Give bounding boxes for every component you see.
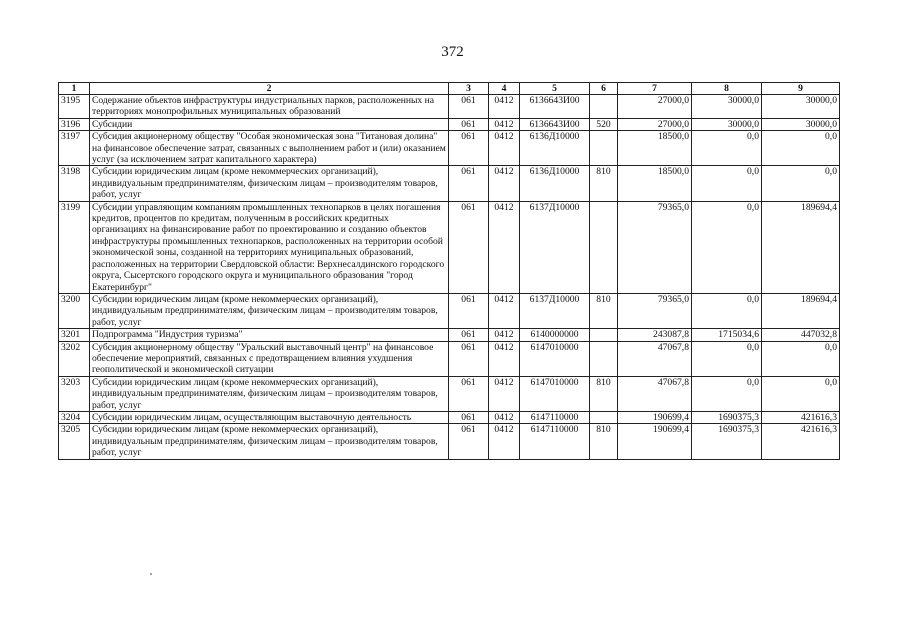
row-code-5: 6136Д10000 [520, 131, 590, 166]
row-number: 3196 [59, 118, 90, 130]
table-row [59, 424, 840, 459]
header-cell: 3 [449, 83, 489, 95]
row-value-7: 18500,0 [618, 131, 692, 166]
row-name: Субсидии юридическим лицам (кроме некоммерческих организаций), индивидуальным предпринимателям, физическим лицам – производителям товаров, работ, услуг [90, 376, 449, 411]
row-code-5: 6147110000 [520, 411, 590, 423]
table-body [59, 95, 840, 460]
row-value-9: 447032,8 [762, 329, 840, 341]
row-value-7: 79365,0 [618, 201, 692, 293]
scan-speck [150, 573, 152, 575]
row-name: Субсидии [90, 118, 449, 130]
row-value-8: 0,0 [692, 341, 762, 376]
row-value-8: 1690375,3 [692, 424, 762, 459]
header-cell: 6 [590, 83, 618, 95]
row-value-9: 0,0 [762, 131, 840, 166]
row-value-7: 243087,8 [618, 329, 692, 341]
row-value-9: 421616,3 [762, 411, 840, 423]
row-code-6: 810 [590, 376, 618, 411]
row-value-7: 79365,0 [618, 293, 692, 328]
row-value-9: 0,0 [762, 376, 840, 411]
row-code-6: 810 [590, 424, 618, 459]
row-value-8: 30000,0 [692, 95, 762, 119]
row-value-9: 0,0 [762, 166, 840, 201]
row-code-6 [590, 95, 618, 119]
row-value-9: 30000,0 [762, 118, 840, 130]
table-row [59, 376, 840, 411]
row-code-6 [590, 411, 618, 423]
header-row [59, 83, 840, 95]
row-number: 3203 [59, 376, 90, 411]
table-row [59, 166, 840, 201]
row-code-3: 061 [449, 95, 489, 119]
header-cell: 8 [692, 83, 762, 95]
table-row [59, 411, 840, 423]
row-code-5: 6147010000 [520, 376, 590, 411]
row-code-4: 0412 [489, 131, 520, 166]
header-cell: 9 [762, 83, 840, 95]
row-code-6 [590, 329, 618, 341]
row-code-4: 0412 [489, 118, 520, 130]
row-code-4: 0412 [489, 424, 520, 459]
row-code-6: 810 [590, 166, 618, 201]
row-name: Субсидии юридическим лицам (кроме некоммерческих организаций), индивидуальным предпринимателям, физическим лицам – производителям товаров, работ, услуг [90, 166, 449, 201]
row-value-9: 189694,4 [762, 201, 840, 293]
table-row [59, 95, 840, 119]
row-code-3: 061 [449, 131, 489, 166]
row-value-7: 27000,0 [618, 118, 692, 130]
row-value-9: 0,0 [762, 341, 840, 376]
row-value-7: 190699,4 [618, 424, 692, 459]
row-name: Субсидия акционерному обществу "Уральский выставочный центр" на финансовое обеспечение мероприятий, связанных с предотвращением влияния ухудшения геополитической и экономической ситуации [90, 341, 449, 376]
row-number: 3200 [59, 293, 90, 328]
row-code-5: 6136643И00 [520, 95, 590, 119]
row-code-4: 0412 [489, 341, 520, 376]
row-name: Субсидии юридическим лицам (кроме некоммерческих организаций), индивидуальным предпринимателям, физическим лицам – производителям товаров, работ, услуг [90, 293, 449, 328]
row-name: Субсидия акционерному обществу "Особая экономическая зона "Титановая долина" на финансовое обеспечение затрат, связанных с выполнением работ и (или) оказанием услуг (за исключением затрат капитального характера) [90, 131, 449, 166]
table-row [59, 118, 840, 130]
row-name: Субсидии юридическим лицам, осуществляющим выставочную деятельность [90, 411, 449, 423]
row-code-3: 061 [449, 411, 489, 423]
header-cell: 4 [489, 83, 520, 95]
row-code-6: 520 [590, 118, 618, 130]
row-value-7: 27000,0 [618, 95, 692, 119]
table-row [59, 131, 840, 166]
table-row [59, 201, 840, 293]
row-code-6 [590, 201, 618, 293]
row-code-3: 061 [449, 201, 489, 293]
row-code-3: 061 [449, 293, 489, 328]
row-code-3: 061 [449, 118, 489, 130]
row-code-3: 061 [449, 341, 489, 376]
row-value-8: 30000,0 [692, 118, 762, 130]
row-code-5: 6137Д10000 [520, 293, 590, 328]
table-row [59, 293, 840, 328]
budget-table [58, 82, 840, 460]
row-code-5: 6136643И00 [520, 118, 590, 130]
row-code-3: 061 [449, 166, 489, 201]
page-number: 372 [441, 44, 464, 60]
row-code-3: 061 [449, 329, 489, 341]
row-number: 3204 [59, 411, 90, 423]
row-value-8: 1715034,6 [692, 329, 762, 341]
table-row [59, 341, 840, 376]
row-value-8: 0,0 [692, 166, 762, 201]
row-code-3: 061 [449, 376, 489, 411]
row-code-6: 810 [590, 293, 618, 328]
row-number: 3201 [59, 329, 90, 341]
row-code-6 [590, 131, 618, 166]
row-number: 3198 [59, 166, 90, 201]
row-value-9: 30000,0 [762, 95, 840, 119]
row-number: 3195 [59, 95, 90, 119]
row-code-5: 6147110000 [520, 424, 590, 459]
row-number: 3205 [59, 424, 90, 459]
row-code-4: 0412 [489, 411, 520, 423]
row-value-7: 47067,8 [618, 341, 692, 376]
header-cell: 7 [618, 83, 692, 95]
row-number: 3202 [59, 341, 90, 376]
row-value-8: 1690375,3 [692, 411, 762, 423]
row-number: 3199 [59, 201, 90, 293]
row-value-9: 421616,3 [762, 424, 840, 459]
row-value-9: 189694,4 [762, 293, 840, 328]
row-value-7: 18500,0 [618, 166, 692, 201]
row-name: Подпрограмма "Индустрия туризма" [90, 329, 449, 341]
row-code-3: 061 [449, 424, 489, 459]
row-code-5: 6140000000 [520, 329, 590, 341]
row-code-4: 0412 [489, 376, 520, 411]
row-value-8: 0,0 [692, 293, 762, 328]
row-code-5: 6137Д10000 [520, 201, 590, 293]
row-number: 3197 [59, 131, 90, 166]
row-value-8: 0,0 [692, 201, 762, 293]
row-code-4: 0412 [489, 95, 520, 119]
row-code-4: 0412 [489, 201, 520, 293]
row-value-8: 0,0 [692, 131, 762, 166]
header-cell: 1 [59, 83, 90, 95]
row-code-4: 0412 [489, 329, 520, 341]
row-code-4: 0412 [489, 166, 520, 201]
row-value-7: 190699,4 [618, 411, 692, 423]
row-value-8: 0,0 [692, 376, 762, 411]
row-code-5: 6147010000 [520, 341, 590, 376]
row-name: Содержание объектов инфраструктуры индустриальных парков, расположенных на территориях монопрофильных муниципальных образований [90, 95, 449, 119]
row-code-6 [590, 341, 618, 376]
row-name: Субсидии управляющим компаниям промышленных технопарков в целях погашения кредитов, процентов по кредитам, полученным в российских кредитных организациях на финансирование работ по проектированию и созданию объектов инфраструктуры промышленных технопарков, расположенных на территории особой экономической зоны, созданной на территориях муниципальных образований, расположенных на территории Свердловской области: Верхнесалдинского городского округа, Сысертского городского округа и муниципального образования "город Екатеринбург" [90, 201, 449, 293]
row-name: Субсидии юридическим лицам (кроме некоммерческих организаций), индивидуальным предпринимателям, физическим лицам – производителям товаров, работ, услуг [90, 424, 449, 459]
row-value-7: 47067,8 [618, 376, 692, 411]
header-cell: 2 [90, 83, 449, 95]
row-code-4: 0412 [489, 293, 520, 328]
row-code-5: 6136Д10000 [520, 166, 590, 201]
table-row [59, 329, 840, 341]
header-cell: 5 [520, 83, 590, 95]
